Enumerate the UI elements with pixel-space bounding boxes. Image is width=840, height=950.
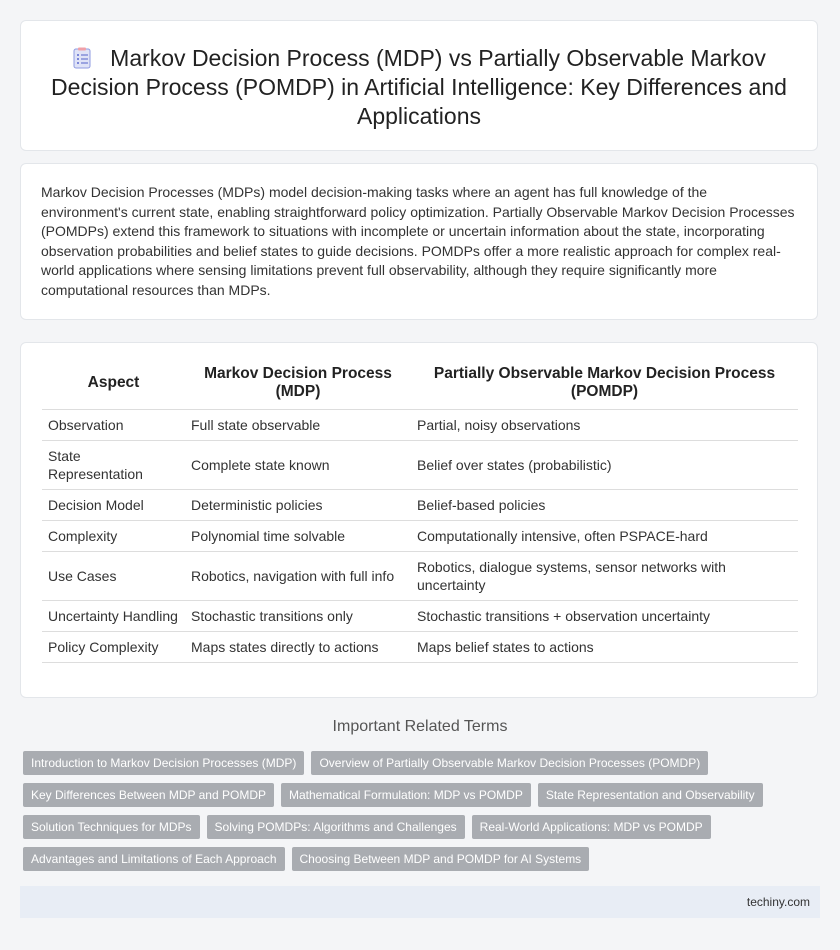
aspect-cell: Observation <box>42 410 185 441</box>
aspect-cell: Uncertainty Handling <box>42 601 185 632</box>
column-header-mdp: Markov Decision Process (MDP) <box>185 357 411 410</box>
related-terms-row <box>23 783 823 807</box>
table-row <box>42 601 798 632</box>
pomdp-cell: Maps belief states to actions <box>411 632 798 663</box>
related-terms-row <box>23 751 823 775</box>
page-title <box>41 44 797 131</box>
related-term-tag[interactable]: Solution Techniques for MDPs <box>23 815 200 839</box>
comparison-card <box>20 342 818 698</box>
pomdp-cell: Robotics, dialogue systems, sensor networks with uncertainty <box>411 552 798 601</box>
table-row <box>42 410 798 441</box>
table-row <box>42 552 798 601</box>
related-term-tag[interactable]: Real-World Applications: MDP vs POMDP <box>472 815 711 839</box>
pomdp-cell: Belief-based policies <box>411 490 798 521</box>
footer <box>20 886 820 918</box>
related-term-tag[interactable]: Introduction to Markov Decision Processes (MDP) <box>23 751 304 775</box>
document-list-icon <box>72 47 92 69</box>
related-term-tag[interactable]: State Representation and Observability <box>538 783 763 807</box>
intro-card <box>20 163 818 320</box>
mdp-cell: Deterministic policies <box>185 490 411 521</box>
mdp-cell: Full state observable <box>185 410 411 441</box>
table-row <box>42 490 798 521</box>
related-terms-row <box>23 815 823 839</box>
mdp-cell: Complete state known <box>185 441 411 490</box>
table-row <box>42 521 798 552</box>
mdp-cell: Robotics, navigation with full info <box>185 552 411 601</box>
pomdp-cell: Partial, noisy observations <box>411 410 798 441</box>
column-header-aspect: Aspect <box>42 357 185 410</box>
mdp-cell: Polynomial time solvable <box>185 521 411 552</box>
intro-paragraph: Markov Decision Processes (MDPs) model decision-making tasks where an agent has full knowledge of the environment's current state, enabling straightforward policy optimization. Partially Observable Markov Decision Processes (POMDPs) extend this framework to situations with incomplete or uncertain information about the state, incorporating observation probabilities and belief states to guide decisions. POMDPs offer a more realistic approach for complex real-world applications where sensing limitations prevent full observability, although they require significantly more computational resources than MDPs. <box>41 184 795 298</box>
related-term-tag[interactable]: Advantages and Limitations of Each Approach <box>23 847 285 871</box>
aspect-cell: Decision Model <box>42 490 185 521</box>
related-terms-list <box>23 751 823 879</box>
mdp-cell: Stochastic transitions only <box>185 601 411 632</box>
page-title-text: Markov Decision Process (MDP) vs Partially Observable Markov Decision Process (POMDP) in Artificial Intelligence: Key Differences and Applications <box>51 45 787 129</box>
related-term-tag[interactable]: Mathematical Formulation: MDP vs POMDP <box>281 783 531 807</box>
related-term-tag[interactable]: Solving POMDPs: Algorithms and Challenges <box>207 815 465 839</box>
aspect-cell: State Representation <box>42 441 185 490</box>
related-term-tag[interactable]: Choosing Between MDP and POMDP for AI Systems <box>292 847 590 871</box>
pomdp-cell: Belief over states (probabilistic) <box>411 441 798 490</box>
related-terms-heading: Important Related Terms <box>332 718 508 735</box>
related-terms-row <box>23 847 823 871</box>
table-row <box>42 441 798 490</box>
title-card <box>20 20 818 151</box>
footer-site[interactable]: techiny.com <box>746 895 810 909</box>
aspect-cell: Policy Complexity <box>42 632 185 663</box>
pomdp-cell: Computationally intensive, often PSPACE-hard <box>411 521 798 552</box>
related-term-tag[interactable]: Overview of Partially Observable Markov Decision Processes (POMDP) <box>311 751 708 775</box>
comparison-table <box>42 357 798 663</box>
table-row <box>42 632 798 663</box>
pomdp-cell: Stochastic transitions + observation uncertainty <box>411 601 798 632</box>
table-header-row <box>42 357 798 410</box>
mdp-cell: Maps states directly to actions <box>185 632 411 663</box>
related-term-tag[interactable]: Key Differences Between MDP and POMDP <box>23 783 274 807</box>
column-header-pomdp: Partially Observable Markov Decision Process (POMDP) <box>411 357 798 410</box>
aspect-cell: Use Cases <box>42 552 185 601</box>
aspect-cell: Complexity <box>42 521 185 552</box>
